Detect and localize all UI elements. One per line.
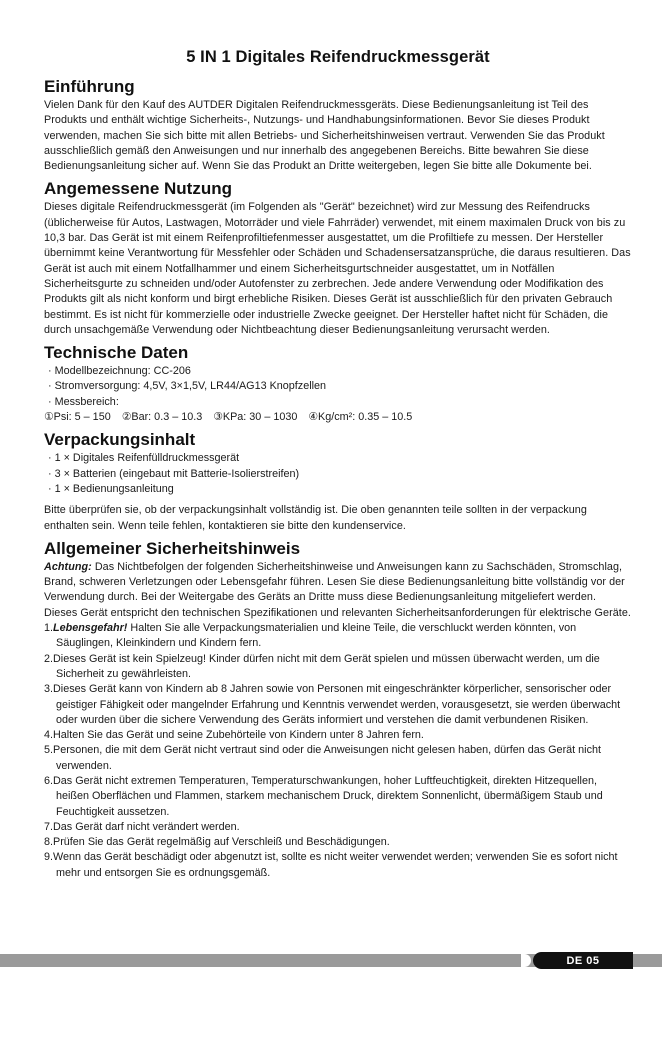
manual-page	[44, 48, 632, 886]
measurement-ranges	[44, 410, 632, 425]
list-item: 7.Das Gerät darf nicht verändert werden.	[44, 820, 240, 833]
list-item	[44, 621, 632, 652]
range-psi: ①Psi: 5 – 150	[44, 411, 111, 424]
range-kgcm2: ④Kg/cm²: 0.35 – 10.5	[308, 411, 413, 424]
caution-text: Das Nichtbefolgen der folgenden Sicherheitshinweise und Anweisungen kann zu Sachschäden, Stromschlag, Brand, schweren Verletzungen oder Lebensgefahr führen. Lesen Sie diese Bedienungsanleitung bitte vollständig vor der Verwendung durch. Bei der Weitergabe des Geräts an Dritte muss diese Bedienungsanleitung mitgeliefert werden. Dieses Gerät entspricht den technischen Spezifikationen und relevanten Sicherheitsanforderungen für elektrische Geräte.	[44, 560, 631, 619]
section-introduction	[44, 77, 632, 174]
range-kpa: ③KPa: 30 – 1030	[213, 411, 298, 424]
item-number: 1.	[44, 622, 54, 635]
usage-text: Dieses digitale Reifendruckmessgerät (im Folgenden als "Gerät" bezeichnet) wird zur Messung des Reifendrucks (üblicherweise für Autos, Lastwagen, Motorräder und viele Fahrräder) verwendet, mit einem maximalen Druck von bis zu 10,3 bar. Das Gerät ist mit einem Reifenprofiltiefenmesser ausgestattet, um die Profiltiefe zu messen. Der Hersteller übernimmt keine Verantwortung für Messfehler oder Schäden und Schadensersatzansprüche, die daraus resultieren. Das Gerät ist auch mit einem Notfallhammer und einem Sicherheitsgurtschneider ausgestattet, um in Notfällen Sicherheitsgurte zu schneiden und/oder Autofenster zu zerbrechen. Jede andere Verwendung oder Modifikation des Produkts gilt als nicht konform und birgt erhebliche Risiken. Dieses Gerät ist ausschließlich für den privaten Gebrauch bestimmt. Es ist nicht für kommerzielle oder industrielle Zwecke geeignet. Der Hersteller haftet nicht für Schäden, die durch unsachgemäße Verwendung oder Nichtbeachtung dieser Bedienungsanleitung verursacht werden.	[44, 201, 631, 336]
caution-label: Achtung:	[44, 560, 92, 573]
section-specs	[44, 343, 632, 425]
list-item: · 3 × Batterien (eingebaut mit Batterie-Isolierstreifen)	[44, 467, 632, 482]
list-item: · 1 × Bedienungsanleitung	[44, 482, 632, 497]
package-heading: Verpackungsinhalt	[44, 430, 196, 450]
list-item: 2.Dieses Gerät ist kein Spielzeug! Kinder dürfen nicht mit dem Gerät spielen und müssen überwacht werden, um die Sicherheit zu gewährleisten.	[44, 652, 600, 680]
list-item: 8.Prüfen Sie das Gerät regelmäßig auf Verschleiß und Beschädigungen.	[44, 836, 390, 849]
safety-list	[44, 621, 632, 881]
list-item: 3.Dieses Gerät kann von Kindern ab 8 Jahren sowie von Personen mit eingeschränkter körperlicher, sensorischer oder geistiger Fähigkeit oder mangelnder Erfahrung und Kenntnis verwendet werden, vorausgesetzt, sie werden überwacht oder wurden über die sichere Verwendung des Geräts informiert und verstehen die damit verbundenen Risiken.	[44, 683, 621, 726]
introduction-heading: Einführung	[44, 77, 135, 96]
range-bar: ②Bar: 0.3 – 10.3	[121, 411, 203, 424]
section-package	[44, 430, 632, 533]
caution-paragraph	[44, 560, 632, 621]
list-item: · 1 × Digitales Reifenfülldruckmessgerät	[44, 451, 632, 466]
package-note: Bitte überprüfen sie, ob der verpackungsinhalt vollständig ist. Die oben genannten teile sollten in der verpackung enthalten sein. Wenn teile fehlen, kontaktieren sie bitte den kundenservice.	[44, 504, 587, 532]
list-item: · Modellbezeichnung: CC-206	[44, 364, 632, 379]
list-item: · Messbereich:	[44, 395, 632, 410]
package-list	[44, 451, 632, 497]
introduction-text: Vielen Dank für den Kauf des AUTDER Digitalen Reifendruckmessgeräts. Diese Bedienungsanleitung ist Teil des Produkts und enthält wichtige Sicherheits-, Nutzungs- und Handhabungsinformationen. Bevor Sie dieses Produkt verwenden, machen Sie sich bitte mit allen Betriebs- und Sicherheitshinweisen vertraut. Verwenden Sie das Produkt ausschließlich gemäß den Anweisungen und nur innerhalb des angegebenen Bereichs. Bitte bewahren Sie diese Bedienungsanleitung sicher auf. Wenn Sie das Produkt an Dritte weitergeben, legen Sie bitte alle Dokumente bei.	[44, 99, 605, 173]
list-item: 4.Halten Sie das Gerät und seine Zubehörteile von Kindern unter 8 Jahren fern.	[44, 729, 424, 742]
danger-label: Lebensgefahr!	[53, 622, 128, 635]
document-title: 5 IN 1 Digitales Reifendruckmessgerät	[186, 48, 490, 66]
list-item: 9.Wenn das Gerät beschädigt oder abgenutzt ist, sollte es nicht weiter verwendet werden; verwenden Sie es sofort nicht mehr und entsorgen Sie es ordnungsgemäß.	[44, 851, 618, 879]
specs-heading: Technische Daten	[44, 343, 189, 363]
section-safety	[44, 539, 632, 881]
usage-heading: Angemessene Nutzung	[44, 179, 232, 199]
section-usage	[44, 179, 632, 338]
item-text: Halten Sie alle Verpackungsmaterialien und kleine Teile, die verschluckt werden könnten, von Säuglingen, Kleinkindern und Kindern fern.	[56, 622, 577, 650]
page-number-badge: DE 05	[533, 952, 633, 969]
list-item: 6.Das Gerät nicht extremen Temperaturen, Temperaturschwankungen, hoher Luftfeuchtigkeit, direkten Hitzequellen, heißen Oberflächen und Flammen, starkem mechanischem Druck, direktem Sonnenlicht, übermäßigem Staub und Feuchtigkeit aussetzen.	[44, 774, 603, 818]
specs-list	[44, 364, 632, 410]
list-item: 5.Personen, die mit dem Gerät nicht vertraut sind oder die Anweisungen nicht gelesen haben, dürfen das Gerät nicht verwenden.	[44, 744, 601, 772]
list-item: · Stromversorgung: 4,5V, 3×1,5V, LR44/AG13 Knopfzellen	[44, 379, 632, 394]
safety-heading: Allgemeiner Sicherheitshinweis	[44, 538, 301, 558]
